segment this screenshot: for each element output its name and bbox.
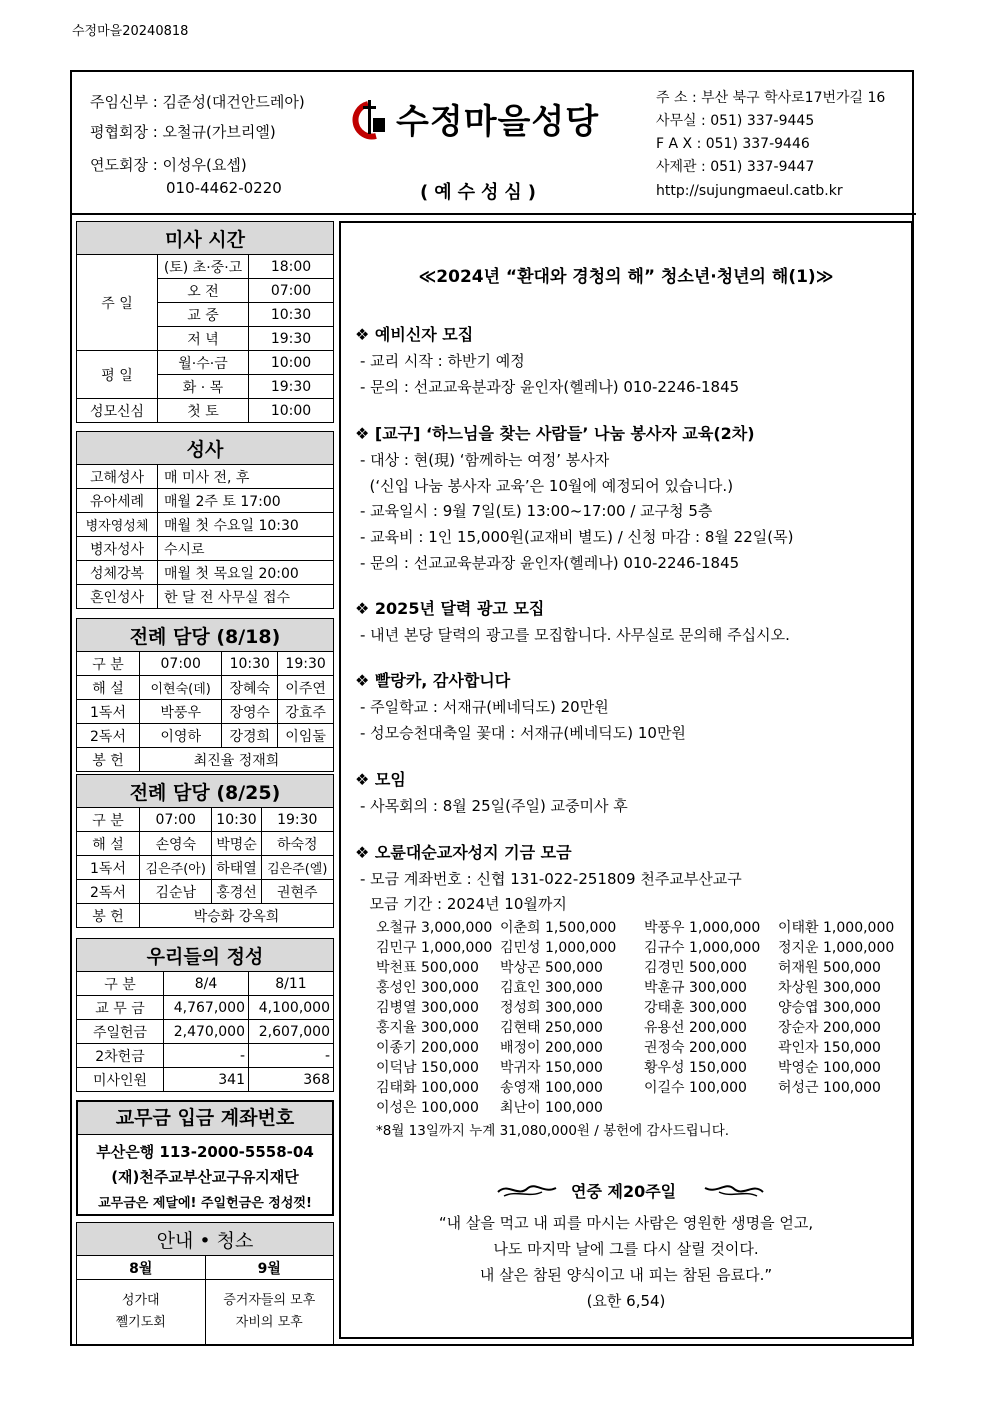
- donor-entry: 정성희 300,000: [500, 1000, 603, 1016]
- donor-entry: 이길수 100,000: [644, 1080, 747, 1096]
- notice-line: - 문의 : 선교교육분과장 윤인자(헬레나) 010-2246-1845: [360, 378, 740, 396]
- notice-line: - 주일학교 : 서재규(베네딕도) 20만원: [360, 698, 609, 716]
- donor-entry: 허성근 100,000: [778, 1080, 881, 1096]
- gospel-line: “내 살을 먹고 내 피를 마시는 사람은 영원한 생명을 얻고,: [438, 1214, 814, 1232]
- cleaning-title: 안내 • 청소: [77, 1223, 334, 1256]
- cleaning-groups-sep: 증거자들의 모후 자비의 모후: [205, 1280, 334, 1345]
- liturgy-offering: 박승화 강옥희: [140, 904, 334, 928]
- notice-title: ≪2024년 “환대와 경청의 해” 청소년·청년의 해(1)≫: [418, 267, 834, 287]
- header-divider: [70, 213, 916, 215]
- donor-entry: 김경민 500,000: [644, 960, 747, 976]
- donor-entry: 강태훈 300,000: [644, 1000, 747, 1016]
- donor-row: [376, 1038, 896, 1058]
- section-donations-thanks: ❖ 빨랑카, 감사합니다: [355, 671, 511, 690]
- liturgy-person: 박풍우: [140, 700, 222, 724]
- liturgy-role: 해 설: [77, 676, 140, 700]
- liturgy-person: 강효주: [278, 700, 334, 724]
- donor-list: [376, 918, 896, 1118]
- week-title: 연중 제20주일: [571, 1182, 677, 1201]
- offering-title: 우리들의 정성: [77, 939, 334, 972]
- donor-entry: 이태환 1,000,000: [778, 920, 895, 936]
- donor-row: [376, 958, 896, 978]
- donor-entry: 김태화 100,000: [376, 1080, 479, 1096]
- mass-name: 월·수·금: [158, 351, 249, 375]
- mass-title: 미사 시간: [77, 222, 334, 255]
- marian-label: 성모신심: [77, 399, 158, 423]
- notice-line: - 사목회의 : 8월 25일(주일) 교중미사 후: [360, 797, 628, 815]
- offering-label: 2차헌금: [77, 1044, 164, 1068]
- notice-line: 모금 기간 : 2024년 10월까지: [360, 895, 567, 913]
- youth-line: 연도회장 : 이성우(요셉): [90, 156, 247, 174]
- donor-entry: 유용선 200,000: [644, 1020, 747, 1036]
- donor-row: [376, 998, 896, 1018]
- donor-entry: 김민성 1,000,000: [500, 940, 617, 956]
- donor-entry: 배정이 200,000: [500, 1040, 603, 1056]
- sacrament-schedule: 매 미사 전, 후: [158, 465, 334, 489]
- offering-amount: -: [249, 1044, 334, 1068]
- council-line: 평협회장 : 오철규(가브리엘): [90, 123, 276, 141]
- cleaning-month: 9월: [205, 1256, 334, 1280]
- donor-entry: 이춘희 1,500,000: [500, 920, 617, 936]
- cleaning-month: 8월: [77, 1256, 206, 1280]
- liturgy-head: 구 분: [77, 652, 140, 676]
- sacrament-name: 병자영성체: [77, 513, 158, 537]
- donor-entry: 박상곤 500,000: [500, 960, 603, 976]
- document-id: 수정마을20240818: [72, 24, 189, 39]
- liturgy-person: 김은주(엘): [261, 856, 333, 880]
- mass-name: 저 녁: [158, 327, 249, 351]
- liturgy-role: 1독서: [77, 700, 140, 724]
- sacrament-name: 고해성사: [77, 465, 158, 489]
- donor-entry: 홍성인 300,000: [376, 980, 479, 996]
- donor-entry: 김현태 250,000: [500, 1020, 603, 1036]
- section-volunteer-training: ❖ [교구] ‘하느님을 찾는 사람들’ 나눔 봉사자 교육(2차): [355, 424, 755, 443]
- liturgy-person: 박명순: [212, 832, 261, 856]
- donor-entry: 송영재 100,000: [500, 1080, 603, 1096]
- notice-line: - 내년 본당 달력의 광고를 모집합니다. 사무실로 문의해 주십시오.: [360, 626, 790, 644]
- website-link[interactable]: http://sujungmaeul.catb.kr: [656, 183, 843, 199]
- account-bank: 부산은행 113-2000-5558-04: [96, 1143, 314, 1161]
- offering-amount: 368: [249, 1068, 334, 1092]
- offering-amount: 341: [164, 1068, 249, 1092]
- mass-time: 19:30: [249, 327, 334, 351]
- notice-line: - 교육일시 : 9월 7일(토) 13:00~17:00 / 교구청 5층: [360, 502, 713, 520]
- account-title: 교무금 입금 계좌번호: [78, 1102, 332, 1135]
- donor-row: [376, 1018, 896, 1038]
- offering-head: 8/11: [249, 972, 334, 996]
- liturgy-head: 10:30: [222, 652, 278, 676]
- liturgy-title: 전례 담당 (8/18): [77, 619, 334, 652]
- sacrament-schedule: 매월 첫 수요일 10:30: [158, 513, 334, 537]
- offering-amount: -: [164, 1044, 249, 1068]
- donor-entry: 곽인자 150,000: [778, 1040, 881, 1056]
- gospel-line: 내 살은 참된 양식이고 내 피는 참된 음료다.”: [479, 1266, 773, 1284]
- donor-row: [376, 918, 896, 938]
- donor-row: [376, 938, 896, 958]
- liturgy-role: 봉 헌: [77, 904, 140, 928]
- account-holder: (재)천주교부산교구유지재단: [111, 1168, 299, 1186]
- mass-name: 교 중: [158, 303, 249, 327]
- donor-entry: 김효인 300,000: [500, 980, 603, 996]
- donor-entry: 박천표 500,000: [376, 960, 479, 976]
- mass-time: 19:30: [249, 375, 334, 399]
- church-motto: (예수성심): [420, 182, 543, 203]
- mass-time: 10:30: [249, 303, 334, 327]
- liturgy-person: 강경희: [222, 724, 278, 748]
- mass-times-table: [76, 221, 334, 423]
- address-line: 주 소 : 부산 북구 학사로17번가길 16: [656, 90, 886, 106]
- donor-row: [376, 978, 896, 998]
- liturgy-person: 홍경선: [212, 880, 261, 904]
- offering-table: [76, 938, 334, 1092]
- liturgy-person: 김은주(아): [140, 856, 212, 880]
- notice-line: - 모금 계좌번호 : 신협 131-022-251809 천주교부산교구: [360, 870, 742, 888]
- donor-note: *8월 13일까지 누계 31,080,000원 / 봉헌에 감사드립니다.: [376, 1123, 730, 1139]
- donor-entry: 박귀자 150,000: [500, 1060, 603, 1076]
- office-phone: 사무실 : 051) 337-9445: [656, 113, 815, 129]
- gospel-reference: (요한 6,54): [586, 1292, 666, 1310]
- sacrament-schedule: 수시로: [158, 537, 334, 561]
- cleaning-groups-aug: 성가대 쩰기도회: [77, 1280, 206, 1345]
- sacrament-name: 성체강복: [77, 561, 158, 585]
- offering-head: 8/4: [164, 972, 249, 996]
- church-name: 수정마을성당: [396, 102, 600, 142]
- donor-entry: 장순자 200,000: [778, 1020, 881, 1036]
- notice-line: - 성모승천대축일 꽃대 : 서재규(베네딕도) 10만원: [360, 724, 686, 742]
- account-box: [76, 1100, 334, 1216]
- mass-name: (토) 초·중·고: [158, 255, 249, 279]
- donor-row: [376, 1078, 896, 1098]
- donor-entry: 박풍우 1,000,000: [644, 920, 761, 936]
- donor-entry: 허재원 500,000: [778, 960, 881, 976]
- liturgy-role: 2독서: [77, 880, 140, 904]
- liturgy-person: 이현숙(데): [140, 676, 222, 700]
- donor-entry: 이종기 200,000: [376, 1040, 479, 1056]
- donor-entry: 최난이 100,000: [500, 1100, 603, 1116]
- mass-name: 오 전: [158, 279, 249, 303]
- donor-entry: 권정숙 200,000: [644, 1040, 747, 1056]
- liturgy-role: 2독서: [77, 724, 140, 748]
- donor-entry: 홍지율 300,000: [376, 1020, 479, 1036]
- liturgy-table-0818: [76, 618, 334, 772]
- offering-amount: 4,767,000: [164, 996, 249, 1020]
- liturgy-head: 07:00: [140, 652, 222, 676]
- liturgy-head: 구 분: [77, 808, 140, 832]
- offering-amount: 4,100,000: [249, 996, 334, 1020]
- sacrament-name: 유아세례: [77, 489, 158, 513]
- offering-label: 주일헌금: [77, 1020, 164, 1044]
- liturgy-head: 19:30: [278, 652, 334, 676]
- donor-row: [376, 1098, 896, 1118]
- sacrament-schedule: 한 달 전 사무실 접수: [158, 585, 334, 609]
- gospel-line: 나도 마지막 날에 그를 다시 살릴 것이다.: [493, 1240, 759, 1258]
- offering-amount: 2,470,000: [164, 1020, 249, 1044]
- sacraments-title: 성사: [77, 432, 334, 465]
- ornament-left-icon: [496, 1180, 558, 1204]
- mass-name: 첫 토: [158, 399, 249, 423]
- rectory-phone: 사제관 : 051) 337-9447: [656, 159, 815, 175]
- liturgy-head: 19:30: [261, 808, 333, 832]
- sacrament-name: 병자성사: [77, 537, 158, 561]
- liturgy-person: 이주연: [278, 676, 334, 700]
- church-logo-icon: [346, 96, 392, 142]
- donor-entry: 박훈규 300,000: [644, 980, 747, 996]
- pastor-line: 주임신부 : 김준성(대건안드레아): [90, 93, 305, 111]
- section-calendar-ads: ❖ 2025년 달력 광고 모집: [355, 599, 545, 618]
- donor-entry: 이덕남 150,000: [376, 1060, 479, 1076]
- sunday-label: 주 일: [77, 255, 158, 351]
- liturgy-person: 김순남: [140, 880, 212, 904]
- sacraments-table: [76, 431, 334, 609]
- section-shrine-fund: ❖ 오륜대순교자성지 기금 모금: [355, 843, 572, 862]
- liturgy-title: 전례 담당 (8/25): [77, 775, 334, 808]
- liturgy-person: 이임둘: [278, 724, 334, 748]
- sacrament-schedule: 매월 첫 목요일 20:00: [158, 561, 334, 585]
- liturgy-person: 이영하: [140, 724, 222, 748]
- liturgy-head: 07:00: [140, 808, 212, 832]
- liturgy-table-0825: [76, 774, 334, 928]
- donor-entry: 이성은 100,000: [376, 1100, 479, 1116]
- liturgy-person: 장영수: [222, 700, 278, 724]
- mass-time: 18:00: [249, 255, 334, 279]
- offering-label: 미사인원: [77, 1068, 164, 1092]
- donor-entry: 황우성 150,000: [644, 1060, 747, 1076]
- section-catechumen: ❖ 예비신자 모집: [355, 325, 474, 344]
- offering-head: 구 분: [77, 972, 164, 996]
- notice-line: (‘신입 나눔 봉사자 교육’은 10월에 예정되어 있습니다.): [360, 477, 734, 495]
- liturgy-role: 봉 헌: [77, 748, 140, 772]
- liturgy-person: 손영숙: [140, 832, 212, 856]
- donor-entry: 오철규 3,000,000: [376, 920, 493, 936]
- fax-line: F A X : 051) 337-9446: [656, 136, 810, 152]
- offering-amount: 2,607,000: [249, 1020, 334, 1044]
- donor-row: [376, 1058, 896, 1078]
- sacrament-name: 혼인성사: [77, 585, 158, 609]
- donor-entry: 차상원 300,000: [778, 980, 881, 996]
- liturgy-role: 해 설: [77, 832, 140, 856]
- donor-entry: 정지운 1,000,000: [778, 940, 895, 956]
- notice-line: - 대상 : 현(現) ‘함께하는 여정’ 봉사자: [360, 451, 610, 469]
- sacrament-schedule: 매월 2주 토 17:00: [158, 489, 334, 513]
- liturgy-person: 권현주: [261, 880, 333, 904]
- liturgy-head: 10:30: [212, 808, 261, 832]
- liturgy-offering: 최진율 정재희: [140, 748, 334, 772]
- liturgy-person: 하태열: [212, 856, 261, 880]
- account-note: 교무금은 제달에! 주일헌금은 정성껏!: [98, 1196, 312, 1211]
- offering-label: 교 무 금: [77, 996, 164, 1020]
- section-meeting: ❖ 모임: [355, 770, 406, 789]
- notice-line: - 문의 : 선교교육분과장 윤인자(헬레나) 010-2246-1845: [360, 554, 740, 572]
- ornament-right-icon: [703, 1180, 765, 1204]
- donor-entry: 양승엽 300,000: [778, 1000, 881, 1016]
- mass-time: 10:00: [249, 399, 334, 423]
- donor-entry: 김민구 1,000,000: [376, 940, 493, 956]
- weekday-label: 평 일: [77, 351, 158, 399]
- notice-line: - 교리 시작 : 하반기 예정: [360, 352, 525, 370]
- liturgy-role: 1독서: [77, 856, 140, 880]
- liturgy-person: 장혜숙: [222, 676, 278, 700]
- mass-name: 화 · 목: [158, 375, 249, 399]
- liturgy-person: 하숙정: [261, 832, 333, 856]
- youth-phone: 010-4462-0220: [166, 179, 282, 197]
- mass-time: 07:00: [249, 279, 334, 303]
- donor-entry: 김규수 1,000,000: [644, 940, 761, 956]
- cleaning-table: [76, 1222, 334, 1345]
- donor-entry: 박영순 100,000: [778, 1060, 881, 1076]
- mass-time: 10:00: [249, 351, 334, 375]
- donor-entry: 김병열 300,000: [376, 1000, 479, 1016]
- notice-line: - 교육비 : 1인 15,000원(교재비 별도) / 신청 마감 : 8월 22일(목): [360, 528, 794, 546]
